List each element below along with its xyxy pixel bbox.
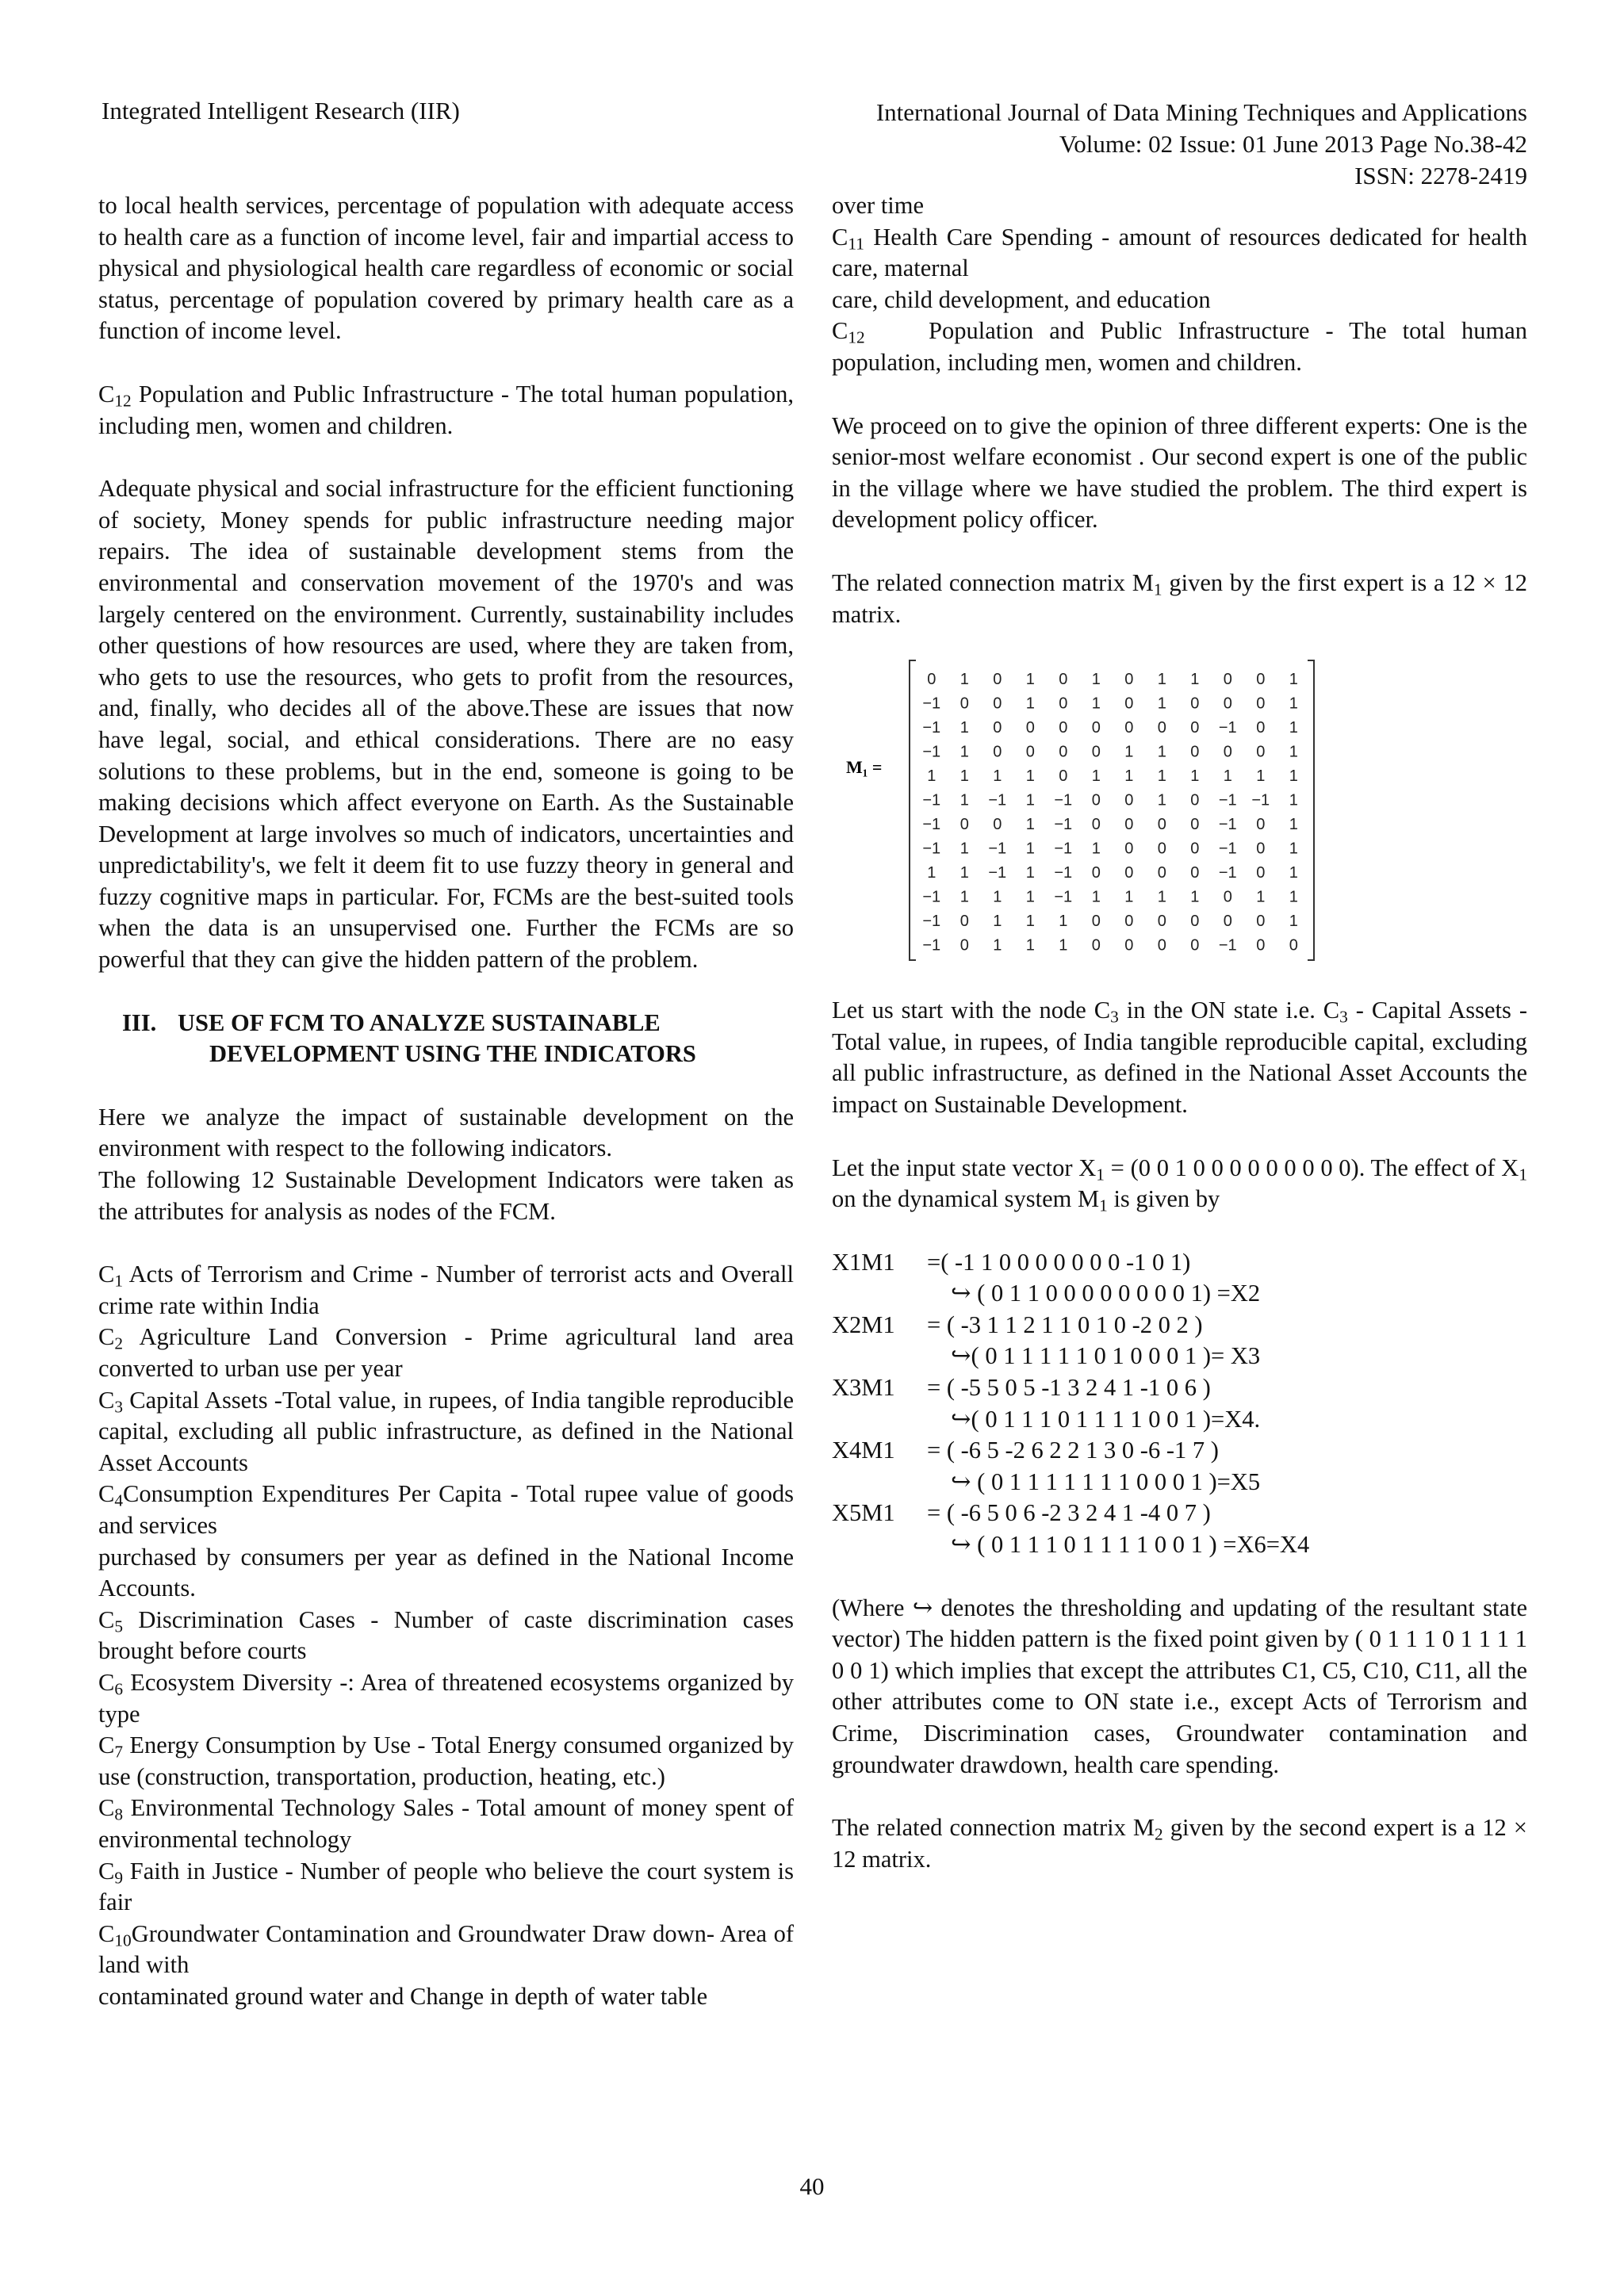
iteration-result: ↪( 0 1 1 1 0 1 1 1 1 0 0 1 )=X4. xyxy=(951,1405,1261,1433)
indicator-c8: $C_8$ Environmental Technology Sales - Total amount of money spent of environmental technology xyxy=(98,1794,795,1853)
matrix-cell: 0 xyxy=(959,913,969,931)
matrix-cell: 1 xyxy=(1025,888,1035,906)
iteration-threshold-line xyxy=(832,1341,1527,1372)
matrix-cell: 0 xyxy=(1025,719,1035,737)
matrix-cell: 0 xyxy=(1091,816,1101,834)
matrix-right-bracket xyxy=(1308,660,1314,960)
matrix-cell: −1 xyxy=(922,719,941,737)
matrix-cell: −1 xyxy=(1054,888,1073,906)
matrix-cell: 0 xyxy=(1124,695,1134,713)
matrix-cell: −1 xyxy=(922,840,941,858)
matrix-cell: 1 xyxy=(1025,695,1035,713)
iteration-threshold-line xyxy=(832,1278,1527,1310)
matrix-cell: 0 xyxy=(1256,936,1266,955)
matrix-cell: 1 xyxy=(1289,888,1298,906)
paragraph-hidden-pattern: (Where ↪ denotes the thresholding and updating of the resultant state vector) The hidden pattern is the fixed point given by ( 0 1 1 1 0 1 1 1 1 0 0 1) which implies that except the attributes C1, C5, C10, C11, all the other attributes come to ON state i.e., except Acts of Terrorism and Crime, Discrimination cases, Groundwater contamination and groundwater drawdown, health care spending. xyxy=(832,1594,1527,1778)
matrix-cell: 1 xyxy=(959,767,969,786)
iteration-product: = ( -3 1 1 2 1 1 0 1 0 -2 0 2 ) xyxy=(927,1311,1203,1338)
matrix-cell: 0 xyxy=(1091,719,1101,737)
iteration-line xyxy=(832,1372,1527,1404)
matrix-cell: 0 xyxy=(993,743,1002,761)
indicator-c12: $C_{12}$ Population and Public Infrastructure - The total human population, including men, women and children. xyxy=(832,317,1527,376)
paragraph: Adequate physical and social infrastructure for the efficient functioning of society, Money spends for public infrastructure needing major repairs. The idea of sustainable development stems from the environmental and conservation movement of the 1970's and was largely centered on the environment. Currently, sustainability includes other questions of how resources are used, where they are taken from, who gets to use the resources, who gets to profit from the resources, and, finally, who decides all of the above.These are issues that now have legal, social, and ethical considerations. There are no easy solutions to these problems, but in the end, someone is going to be making decisions which affect everyone on Earth. As the Sustainable Development at large involves so much of indicators, uncertainties and unpredictability's, we felt it deem fit to use fuzzy theory in general and fuzzy cognitive maps in particular. For, FCMs are the best-suited tools when the data is an unsupervised one. Further the FCMs are so powerful that they can give the hidden pattern of the problem. xyxy=(98,475,794,974)
matrix-cell: 1 xyxy=(1190,888,1200,906)
iteration-label: X2M1 xyxy=(832,1311,895,1338)
matrix-cell: 0 xyxy=(1124,791,1134,809)
matrix-cell: 0 xyxy=(1124,671,1134,689)
matrix-cell: 0 xyxy=(1091,864,1101,882)
matrix-cell: 1 xyxy=(1157,671,1166,689)
matrix-cell: 0 xyxy=(927,671,936,689)
matrix-cell: 0 xyxy=(1190,864,1200,882)
matrix-cell: 1 xyxy=(1157,767,1166,786)
matrix-cell: 1 xyxy=(993,936,1002,955)
matrix-cell: 1 xyxy=(1289,767,1298,786)
iteration-result: ↪ ( 0 1 1 1 1 1 1 1 0 0 0 1 )=X5 xyxy=(951,1468,1261,1495)
matrix-cell: −1 xyxy=(922,791,941,809)
matrix-cell: 1 xyxy=(1025,864,1035,882)
matrix-cell: 0 xyxy=(993,719,1002,737)
matrix-cell: −1 xyxy=(1218,791,1237,809)
matrix-cell: 1 xyxy=(1289,864,1298,882)
matrix-m1 xyxy=(840,654,1331,971)
matrix-cell: 1 xyxy=(1025,913,1035,931)
matrix-cell: 1 xyxy=(993,913,1002,931)
indicator-c6: $C_6$ Ecosystem Diversity -: Area of threatened ecosystems organized by type xyxy=(98,1668,794,1728)
header-volume: Volume: 02 Issue: 01 June 2013 Page No.38-42 xyxy=(1059,130,1527,158)
matrix-cell: 1 xyxy=(1059,913,1068,931)
matrix-cell: 1 xyxy=(1256,767,1266,786)
paragraph-input-vector: Let the input state vector $X_1 = (0$ 0 1 0 0 0 0 0 0 0 0 0). The effect of $X_1$ on the dynamical system $M_1$ is given by xyxy=(832,1154,1527,1215)
matrix-cell: 1 xyxy=(959,743,969,761)
matrix-cell: 0 xyxy=(1157,913,1166,931)
matrix-cell: 0 xyxy=(1059,671,1068,689)
matrix-cell: 1 xyxy=(1025,671,1035,689)
matrix-cell: −1 xyxy=(922,888,941,906)
matrix-cell: 0 xyxy=(1190,791,1200,809)
matrix-label: M₁ = xyxy=(846,757,883,778)
header-journal-title: International Journal of Data Mining Techniques and Applications xyxy=(875,98,1527,126)
matrix-cell: 1 xyxy=(1157,695,1166,713)
matrix-cell: 0 xyxy=(1059,743,1068,761)
matrix-cell: 0 xyxy=(1223,671,1232,689)
matrix-cell: 0 xyxy=(993,695,1002,713)
iteration-line xyxy=(832,1498,1527,1529)
matrix-cell: −1 xyxy=(988,791,1007,809)
matrix-cell: 0 xyxy=(959,816,969,834)
matrix-cell: 0 xyxy=(1256,840,1266,858)
matrix-cell: 0 xyxy=(1190,816,1200,834)
matrix-cell: 1 xyxy=(1025,840,1035,858)
matrix-cell: 1 xyxy=(1289,816,1298,834)
iteration-label: X5M1 xyxy=(832,1499,895,1527)
matrix-cell: 1 xyxy=(1124,743,1134,761)
indicator-c10-cont: contaminated ground water and Change in depth of water table xyxy=(98,1982,708,2010)
matrix-cell: 1 xyxy=(993,767,1002,786)
matrix-cell: 0 xyxy=(1256,743,1266,761)
matrix-cell: 0 xyxy=(1059,719,1068,737)
matrix-cell: 0 xyxy=(1157,719,1166,737)
matrix-cell: 1 xyxy=(1289,719,1298,737)
matrix-cell: 0 xyxy=(1124,840,1134,858)
iteration-label: X1M1 xyxy=(832,1248,895,1276)
matrix-cell: −1 xyxy=(1218,864,1237,882)
matrix-cell: 0 xyxy=(1091,913,1101,931)
indicator-c11: $C_{11}$ Health Care Spending - amount of resources dedicated for health care, maternal xyxy=(832,223,1528,282)
matrix-cell: −1 xyxy=(1054,864,1073,882)
matrix-cell: 0 xyxy=(1190,913,1200,931)
matrix-cell: 1 xyxy=(1091,695,1101,713)
matrix-m1-figure xyxy=(840,654,1527,971)
matrix-cell: 1 xyxy=(959,888,969,906)
iteration-threshold-line xyxy=(832,1529,1527,1561)
matrix-cell: 0 xyxy=(1223,913,1232,931)
matrix-cell: 1 xyxy=(927,767,936,786)
matrix-cell: 1 xyxy=(1025,936,1035,955)
matrix-cell: −1 xyxy=(1218,816,1237,834)
right-column xyxy=(832,190,1527,1875)
indicator-c3: $C_3$ Capital Assets -Total value, in rupees, of India tangible reproducible capital, excluding all public infrastructure, as defined in the National Asset Accounts xyxy=(98,1386,795,1476)
matrix-cell: 0 xyxy=(1091,791,1101,809)
matrix-cell: 1 xyxy=(1289,695,1298,713)
matrix-cell: −1 xyxy=(1054,816,1073,834)
matrix-cell: 0 xyxy=(1190,840,1200,858)
matrix-cell: −1 xyxy=(1054,791,1073,809)
matrix-cell: 1 xyxy=(959,719,969,737)
left-column xyxy=(98,190,794,2012)
matrix-cell: 1 xyxy=(1157,743,1166,761)
matrix-cell: 0 xyxy=(1256,816,1266,834)
matrix-cell: 0 xyxy=(1256,719,1266,737)
matrix-cell: 0 xyxy=(1289,936,1298,955)
indicator-c7: $C_7$ Energy Consumption by Use - Total Energy consumed organized by use (construction, transportation, production, heating, etc.) xyxy=(98,1732,794,1790)
paragraph-matrix-intro: The related connection matrix $M_1$ given by the first expert is a 12 × 12 matrix. xyxy=(832,568,1527,628)
paragraph: The following 12 Sustainable Development Indicators were taken as the attributes for analysis as nodes of the FCM. xyxy=(98,1166,794,1225)
matrix-cell: −1 xyxy=(1218,719,1237,737)
matrix-cell: 0 xyxy=(1190,743,1200,761)
iteration-product: = ( -5 5 0 5 -1 3 2 4 1 -1 0 6 ) xyxy=(927,1374,1211,1402)
iteration-label: X4M1 xyxy=(832,1437,895,1464)
matrix-cell: 1 xyxy=(959,864,969,882)
paragraph: to local health services, percentage of population with adequate access to health care as a function of income level, fair and impartial access to physical and physiological health care regardless of economic or social status, percentage of population covered by primary health care as a function of income level. xyxy=(98,192,794,345)
paragraph: Here we analyze the impact of sustainable development on the environment with respect to the following indicators. xyxy=(98,1103,794,1162)
matrix-cell: 1 xyxy=(1256,888,1266,906)
matrix-cell: −1 xyxy=(922,695,941,713)
matrix-cell: 1 xyxy=(1025,816,1035,834)
indicator-c9: $C_9$ Faith in Justice - Number of people who believe the court system is fair xyxy=(98,1857,794,1916)
matrix-cell: 0 xyxy=(1256,913,1266,931)
iteration-line xyxy=(832,1310,1527,1341)
matrix-cell: 1 xyxy=(959,791,969,809)
matrix-cell: 0 xyxy=(1124,864,1134,882)
matrix-cell: −1 xyxy=(1218,840,1237,858)
matrix-cell: 1 xyxy=(1091,767,1101,786)
paragraph-c12: $C_{12}$ Population and Public Infrastructure - The total human population, including men, women and children. xyxy=(98,380,795,439)
iteration-line xyxy=(832,1247,1527,1279)
matrix-cell: 0 xyxy=(1256,671,1266,689)
iteration-product: = ( -6 5 -2 6 2 2 1 3 0 -6 -1 7 ) xyxy=(927,1437,1219,1464)
matrix-cell: 0 xyxy=(1091,743,1101,761)
matrix-cell: 1 xyxy=(993,888,1002,906)
matrix-cell: −1 xyxy=(922,936,941,955)
matrix-cell: 0 xyxy=(1256,695,1266,713)
matrix-cell: 1 xyxy=(1223,767,1232,786)
matrix-cell: 1 xyxy=(1059,936,1068,955)
matrix-cell: 0 xyxy=(1190,719,1200,737)
iteration-line xyxy=(832,1435,1527,1467)
matrix-cell: 1 xyxy=(1091,888,1101,906)
matrix-cell: 0 xyxy=(1223,888,1232,906)
indicator-c10: $C_{10}Groundwater$ Contamination and Groundwater Draw down- Area of land with xyxy=(98,1919,794,1979)
matrix-cell: 0 xyxy=(959,695,969,713)
matrix-cell: 0 xyxy=(1059,767,1068,786)
matrix-cell: 0 xyxy=(1124,936,1134,955)
matrix-cell: 1 xyxy=(1091,840,1101,858)
indicator-c2: $C_2$ Agriculture Land Conversion - Prime agricultural land area converted to urban use per year xyxy=(98,1323,794,1382)
matrix-cell: 0 xyxy=(1059,695,1068,713)
matrix-cell: −1 xyxy=(922,816,941,834)
matrix-cell: 1 xyxy=(1157,791,1166,809)
matrix-cell: 1 xyxy=(1124,767,1134,786)
matrix-cell: 0 xyxy=(1124,719,1134,737)
matrix-cell: 0 xyxy=(1025,743,1035,761)
matrix-cell: 0 xyxy=(993,671,1002,689)
iteration-threshold-line xyxy=(832,1404,1527,1436)
paragraph-matrix-m2-intro: The related connection matrix $M_2$ given by the second expert is a 12 × 12 matrix. xyxy=(832,1814,1527,1873)
matrix-cell: 1 xyxy=(959,671,969,689)
iteration-label: X3M1 xyxy=(832,1374,895,1402)
header-journal-publisher: Integrated Intelligent Research (IIR) xyxy=(102,97,460,124)
matrix-cell: 0 xyxy=(959,936,969,955)
matrix-cell: 1 xyxy=(1289,743,1298,761)
matrix-cell: 0 xyxy=(1157,864,1166,882)
page-number: 40 xyxy=(799,2172,825,2200)
matrix-cell: 1 xyxy=(1289,913,1298,931)
header-issn: ISSN: 2278-2419 xyxy=(1354,162,1527,189)
matrix-cell: 0 xyxy=(1190,695,1200,713)
matrix-cell: 1 xyxy=(1190,767,1200,786)
matrix-cell: 0 xyxy=(1157,840,1166,858)
matrix-cell: 1 xyxy=(1025,791,1035,809)
header-journal-info xyxy=(695,97,1527,192)
matrix-cell: 1 xyxy=(1190,671,1200,689)
matrix-left-bracket xyxy=(910,660,916,960)
indicator-c1: $C_1$ Acts of Terrorism and Crime - Number of terrorist acts and Overall crime rate within India xyxy=(98,1261,794,1319)
matrix-cell: 1 xyxy=(1124,888,1134,906)
matrix-cell: 0 xyxy=(1157,936,1166,955)
paragraph: over time xyxy=(832,192,925,219)
iteration-result: ↪ ( 0 1 1 1 0 1 1 1 1 0 0 1 ) =X6=X4 xyxy=(951,1531,1310,1559)
matrix-cell: 0 xyxy=(1190,936,1200,955)
iteration-result: ↪ ( 0 1 1 0 0 0 0 0 0 0 0 1) =X2 xyxy=(951,1280,1261,1307)
section-heading: III. USE OF FCM TO ANALYZE SUSTAINABLE DEVELOPMENT USING THE INDICATORS xyxy=(122,1008,696,1068)
matrix-cell: −1 xyxy=(988,864,1007,882)
paragraph-c3-on: Let us start with the node $C_3$ in the ON state i.e. $C_3$ - Capital Assets -Total value, in rupees, of India tangible reproducible capital, excluding all public infrastructure, as defined in the National Asset Accounts the impact on Sustainable Development. xyxy=(832,997,1527,1118)
matrix-cell: 0 xyxy=(1124,816,1134,834)
matrix-cell: −1 xyxy=(1251,791,1270,809)
matrix-cell: 1 xyxy=(959,840,969,858)
iteration-result: ↪( 0 1 1 1 1 1 0 1 0 0 0 1 )= X3 xyxy=(951,1342,1261,1370)
matrix-cell: 1 xyxy=(1289,671,1298,689)
matrix-cell: −1 xyxy=(1218,936,1237,955)
iteration-threshold-line xyxy=(832,1467,1527,1498)
matrix-cell: −1 xyxy=(922,743,941,761)
matrix-cell: −1 xyxy=(922,913,941,931)
indicator-c5: $C_5$ Discrimination Cases - Number of caste discrimination cases brought before courts xyxy=(98,1605,794,1665)
indicator-c11-cont: care, child development, and education xyxy=(832,285,1211,313)
matrix-cell: 0 xyxy=(1223,695,1232,713)
indicator-c4-cont: purchased by consumers per year as defined in the National Income Accounts. xyxy=(98,1543,794,1602)
iteration-product: = ( -6 5 0 6 -2 3 2 4 1 -4 0 7 ) xyxy=(927,1499,1211,1527)
matrix-cell: 1 xyxy=(927,864,936,882)
matrix-cell: −1 xyxy=(988,840,1007,858)
paragraph-experts: We proceed on to give the opinion of three different experts: One is the senior-most welfare economist . Our second expert is one of the public in the village where we have studied the problem. The third expert is development policy officer. xyxy=(832,411,1527,534)
iteration-product: =( -1 1 0 0 0 0 0 0 0 -1 0 1) xyxy=(927,1248,1191,1276)
matrix-cell: 1 xyxy=(1091,671,1101,689)
matrix-cell: 0 xyxy=(1091,936,1101,955)
matrix-cell: 0 xyxy=(1223,743,1232,761)
matrix-cell: −1 xyxy=(1054,840,1073,858)
iteration-steps xyxy=(832,1247,1527,1561)
matrix-cell: 1 xyxy=(1289,840,1298,858)
matrix-cell: 0 xyxy=(1157,816,1166,834)
matrix-cell: 0 xyxy=(1124,913,1134,931)
matrix-cell: 0 xyxy=(993,816,1002,834)
indicator-c4: $C_4Consumption$ Expenditures Per Capita - Total rupee value of goods and services xyxy=(98,1480,794,1539)
matrix-cell: 1 xyxy=(1025,767,1035,786)
matrix-cell: 1 xyxy=(1289,791,1298,809)
matrix-cell: 1 xyxy=(1157,888,1166,906)
matrix-cell: 0 xyxy=(1256,864,1266,882)
